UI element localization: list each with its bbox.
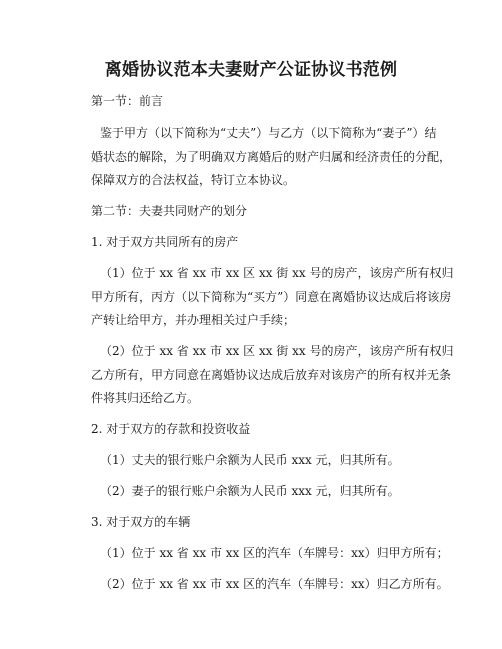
item-heading: 3. 对于双方的车辆 [91,515,191,529]
paragraph-line: （1）丈夫的银行账户余额为人民币 xxx 元，归其所有。 [100,453,400,467]
paragraph-line: 婚状态的解除，为了明确双方离婚后的财产归属和经济责任的分配， [91,150,452,164]
paragraph-line: 乙方所有，甲方同意在离婚协议达成后放弃对该房产的所有权并无条 [91,368,452,382]
paragraph-line: 产转让给甲方，并办理相关过户手续； [91,313,296,327]
section-2-heading: 第二节：夫妻共同财产的划分 [91,204,248,218]
paragraph-line: （2）妻子的银行账户余额为人民币 xxx 元，归其所有。 [100,484,400,498]
paragraph-line: 保障双方的合法权益，特订立本协议。 [91,173,296,187]
section-1-heading: 第一节：前言 [91,94,164,108]
item-heading: 2. 对于双方的存款和投资收益 [91,422,251,436]
paragraph-line: （2）位于 xx 省 xx 市 xx 区 xx 街 xx 号的房产，该房产所有权归 [100,344,454,358]
item-heading: 1. 对于双方共同所有的房产 [91,235,239,249]
paragraph-line: 件将其归还给乙方。 [91,391,200,405]
paragraph-line: 甲方所有，丙方（以下简称为“买方”）同意在离婚协议达成后将该房 [91,290,452,304]
paragraph-line: 鉴于甲方（以下简称为“丈夫”）与乙方（以下简称为“妻子”）结 [100,126,437,140]
paragraph-line: （2）位于 xx 省 xx 市 xx 区的汽车（车牌号：xx）归乙方所有。 [100,577,449,591]
paragraph-line: （1）位于 xx 省 xx 市 xx 区 xx 街 xx 号的房产，该房产所有权归 [100,266,454,280]
paragraph-line: （1）位于 xx 省 xx 市 xx 区的汽车（车牌号：xx）归甲方所有； [100,546,449,560]
document-title: 离婚协议范本夫妻财产公证协议书范例 [104,60,398,80]
